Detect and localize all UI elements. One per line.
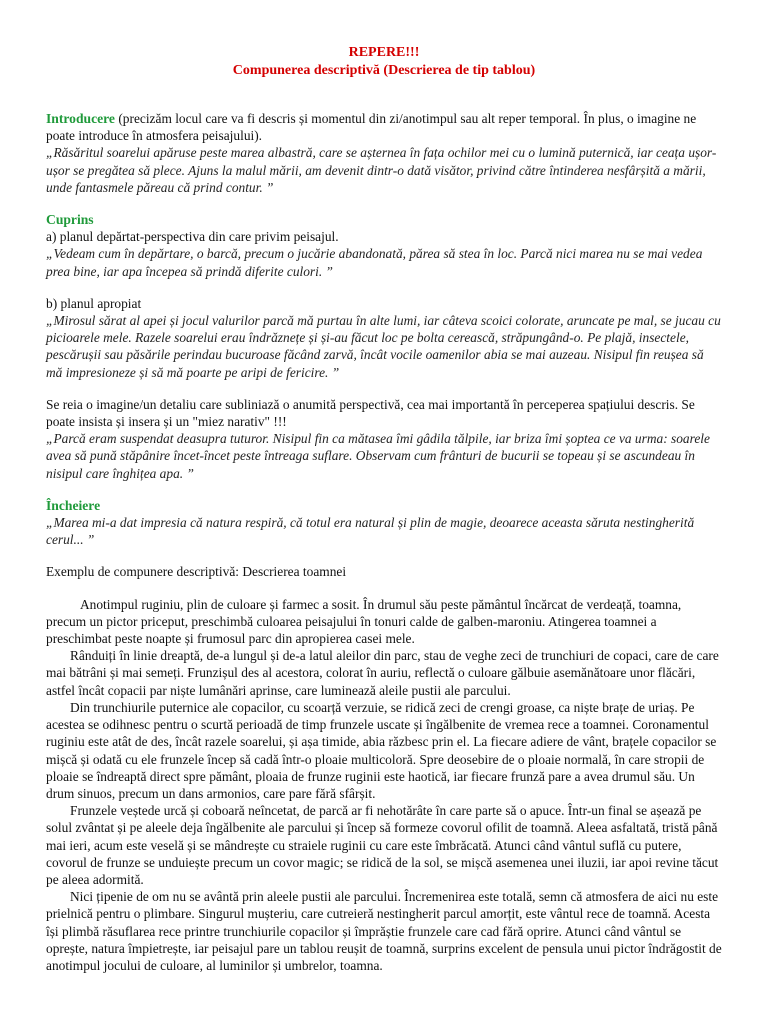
intro-text: (precizăm locul care va fi descris și momentul din zi/anotimpul sau alt reper temporal. În plus, o imagine ne poate introduce în atmosfera peisajului).: [46, 111, 697, 144]
detail-text: Se reia o imagine/un detaliu care subliniază o anumită perspectivă, cea mai importantă în perceperea spațiului descris. Se poate insista și insera și un "miez narativ" !!!: [46, 396, 695, 430]
intro-paragraph: [46, 110, 722, 144]
example-paragraph: Nici țipenie de om nu se avântă prin aleele pustii ale parcului. Încremenirea este totală, semn că atmosfera de aici nu este prielnică pentru o plimbare. Singurul mușteriu, care cutreieră nestingherit parcul amorțit, este vântul rece de toamnă. Acesta își plimbă răsuflarea rece printre trunchiurile copacilor și împrăștie frunzele care cad fără oprire. Atunci când vântul se oprește, natura împietrește, iar peisajul pare un tablou reușit de toamnă, surprins excelent de pensula unui pictor îndrăgostit de anotimpul jocului de culoare, al luminilor și umbrelor, toamna.: [46, 889, 722, 973]
content-heading: Cuprins: [46, 212, 94, 228]
intro-heading: Introducere: [46, 111, 115, 126]
plan-b-label: b) planul apropiat: [46, 295, 142, 311]
ending-quote: „Marea mi-a dat impresia că natura respiră, că totul era natural și plin de magie, deoarece aceasta săruta nestingherită cerul... ”: [46, 515, 695, 548]
intro-quote: „Răsăritul soarelui apăruse peste marea albastră, care se așternea în fața ochilor mei cu o lumină puternică, iar ceața ușor-ușor se pregătea să plece. Ajuns la malul mării, am devenit dintr-o dată visător, privind către întinderea nesfârșită a mării, unde fantasmele păreau că prind contur. ”: [46, 145, 717, 195]
plan-a-label: a) planul depărtat-perspectiva din care privim peisajul.: [46, 229, 339, 245]
document-title: REPERE!!!: [348, 45, 420, 60]
detail-quote: „Parcă eram suspendat deasupra tuturor. Nisipul fin ca mătasea îmi gâdila tălpile, iar briza îmi șoptea ce va urma: soarele avea să pună stăpânire încet-încet peste întreaga suflare. Observam cum frânturi de bucurii se topeau și se ascundeau în nisipul care înghițea apa. ”: [46, 431, 710, 481]
ending-heading: Încheiere: [46, 497, 101, 513]
ending-section: [46, 497, 722, 549]
example-paragraph: Din trunchiurile puternice ale copacilor, cu scoarță verzuie, se ridică zeci de crengi groase, ca niște brațe de uriaș. Pe acestea se odihnesc pentru o scurtă perioadă de timp frunzele uscate și îngălbenite de vremea rece a toamnei. Coronamentul ruginiu este atât de des, încât razele soarelui, și așa timide, abia răzbesc prin el. La fiecare adiere de vânt, brațele copacilor se mișcă și odată cu ele frunzele încep să cadă într-o ploaie multicoloră. Spre deosebire de o ploaie normală, în care stropii de ploaie se îndreaptă direct spre pământ, ploaia de frunze ruginii este haotică, iar fiecare frunză pare a avea drumul său. Un drum sinuos, precum un dans armonios, care pare fără sfârșit.: [46, 699, 717, 801]
intro-section: [46, 110, 722, 196]
example-paragraph: Rânduiți în linie dreaptă, de-a lungul și de-a latul aleilor din parc, stau de veghe zeci de trunchiuri de copaci, care de care mai bătrâni și mai semeți. Frunzișul des al acestora, colorat în auriu, reflectă o culoare gălbuie asemănătoare unor flăcări, astfel încât copacii par niște lumânări aprinse, care luminează aleile pustii ale parcului.: [46, 648, 719, 698]
example-paragraph: Frunzele veștede urcă și coboară neîncetat, de parcă ar fi nehotărâte în care parte să o apuce. Într-un final se așează pe solul zvântat și pe aleele deja îngălbenite ale parcului și încep să formeze covorul ofilit de toamnă. Aleea asfaltată, tristă până mai ieri, acum este veselă și se mândrește cu straiele ruginii cu care este îmbrăcată. Atunci când vântul suflă cu putere, covorul de frunze se unduiește precum un covor magic; se ridică de la sol, se mișcă asemenea unei iluzii, iar apoi revine tăcut pe aleea adormită.: [46, 803, 719, 887]
example-body: [46, 596, 722, 974]
document-subtitle: Compunerea descriptivă (Descrierea de tip tablou): [232, 63, 536, 78]
plan-a-quote: „Vedeam cum în depărtare, o barcă, precum o jucărie abandonată, părea să stea în loc. Parcă nici marea nu se mai vedea prea bine, iar apa începea să prindă diferite culori. ”: [46, 246, 703, 279]
content-section: [46, 211, 722, 280]
plan-b-quote: „Mirosul sărat al apei și jocul valurilor parcă mă purtau în alte lumi, iar câteva scoici colorate, aruncate pe mal, se jucau cu picioarele mele. Razele soarelui erau îndrăznețe și și-au făcut loc pe bolta cerească, străpungând-o. Pe plajă, insectele, pescărușii sau păsările perindau bucuroase făcând zarvă, încât vocile oamenilor abia se mai auzeau. Nisipul fin reușea să mă impresioneze și să mă poarte pe aripi de fericire. ”: [46, 313, 721, 380]
plan-b-section: [46, 295, 722, 381]
detail-section: [46, 396, 722, 482]
example-paragraph: Anotimpul ruginiu, plin de culoare și farmec a sosit. În drumul său peste pământul încărcat de verdeață, toamna, precum un pictor priceput, preschimbă culoarea peisajului în tonuri calde de galben-maroniu. Atingerea toamnei a preschimbat peste noapte și frumosul parc din apropierea casei mele.: [46, 596, 682, 647]
example-title: Exemplu de compunere descriptivă: Descrierea toamnei: [46, 564, 347, 580]
